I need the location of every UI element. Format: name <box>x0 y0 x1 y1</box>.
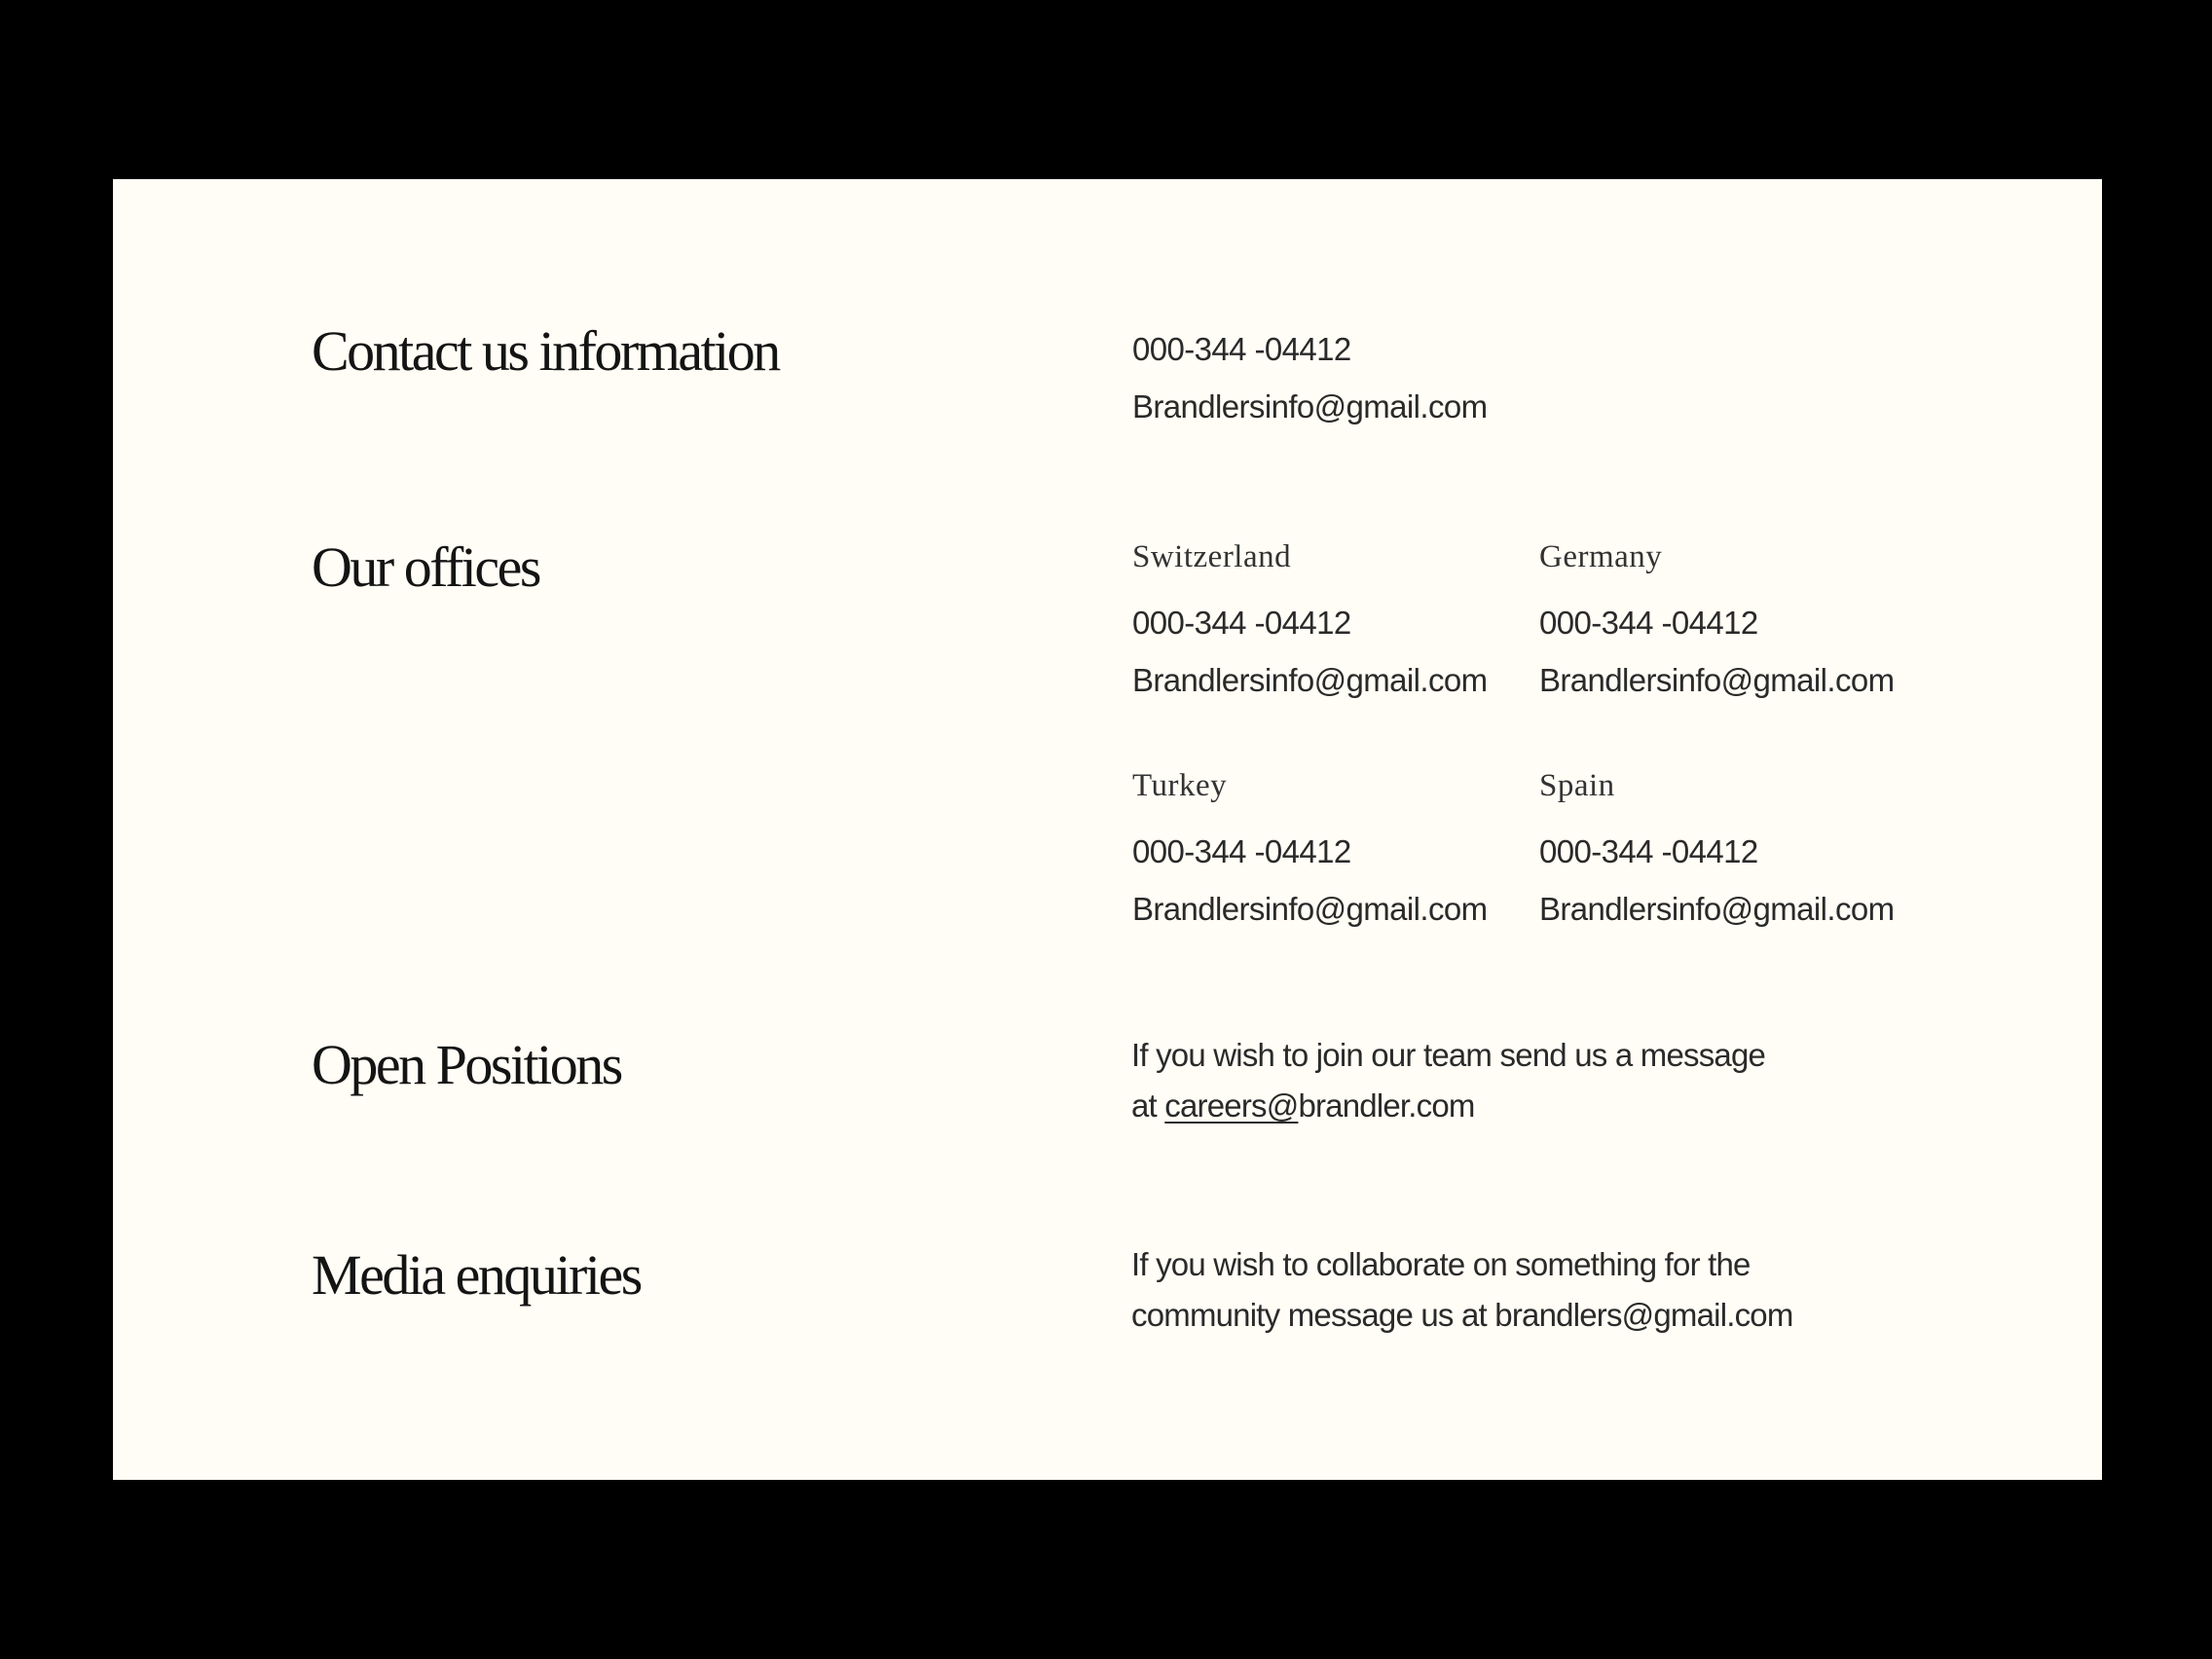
contact-panel <box>113 179 2102 1480</box>
office-country: Spain <box>1539 768 1615 803</box>
positions-line-2-prefix: at <box>1131 1088 1165 1124</box>
office-country: Germany <box>1539 539 1663 574</box>
media-line-1: If you wish to collaborate on something for the <box>1131 1246 1751 1282</box>
office-email[interactable]: Brandlersinfo@gmail.com <box>1539 662 1895 698</box>
office-email[interactable]: Brandlersinfo@gmail.com <box>1539 891 1895 927</box>
positions-line-1: If you wish to join our team send us a message <box>1131 1037 1766 1073</box>
positions-line-2-suffix: brandler.com <box>1298 1088 1475 1124</box>
office-email[interactable]: Brandlersinfo@gmail.com <box>1132 662 1488 698</box>
contact-heading: Contact us information <box>312 319 779 383</box>
office-country: Turkey <box>1132 768 1228 803</box>
positions-text <box>1131 1030 1765 1131</box>
office-phone[interactable]: 000-344 -04412 <box>1539 605 1758 641</box>
media-heading: Media enquiries <box>312 1243 641 1307</box>
careers-email-link[interactable]: careers@ <box>1164 1088 1299 1124</box>
office-phone[interactable]: 000-344 -04412 <box>1132 605 1351 641</box>
offices-heading: Our offices <box>312 535 539 599</box>
media-text <box>1131 1239 1793 1341</box>
office-phone[interactable]: 000-344 -04412 <box>1539 833 1758 869</box>
office-phone[interactable]: 000-344 -04412 <box>1132 833 1351 869</box>
contact-phone[interactable]: 000-344 -04412 <box>1132 331 1351 367</box>
office-country: Switzerland <box>1132 539 1292 574</box>
positions-heading: Open Positions <box>312 1033 621 1096</box>
media-line-2: community message us at brandlers@gmail.com <box>1131 1297 1793 1333</box>
office-email[interactable]: Brandlersinfo@gmail.com <box>1132 891 1488 927</box>
contact-email[interactable]: Brandlersinfo@gmail.com <box>1132 388 1488 424</box>
